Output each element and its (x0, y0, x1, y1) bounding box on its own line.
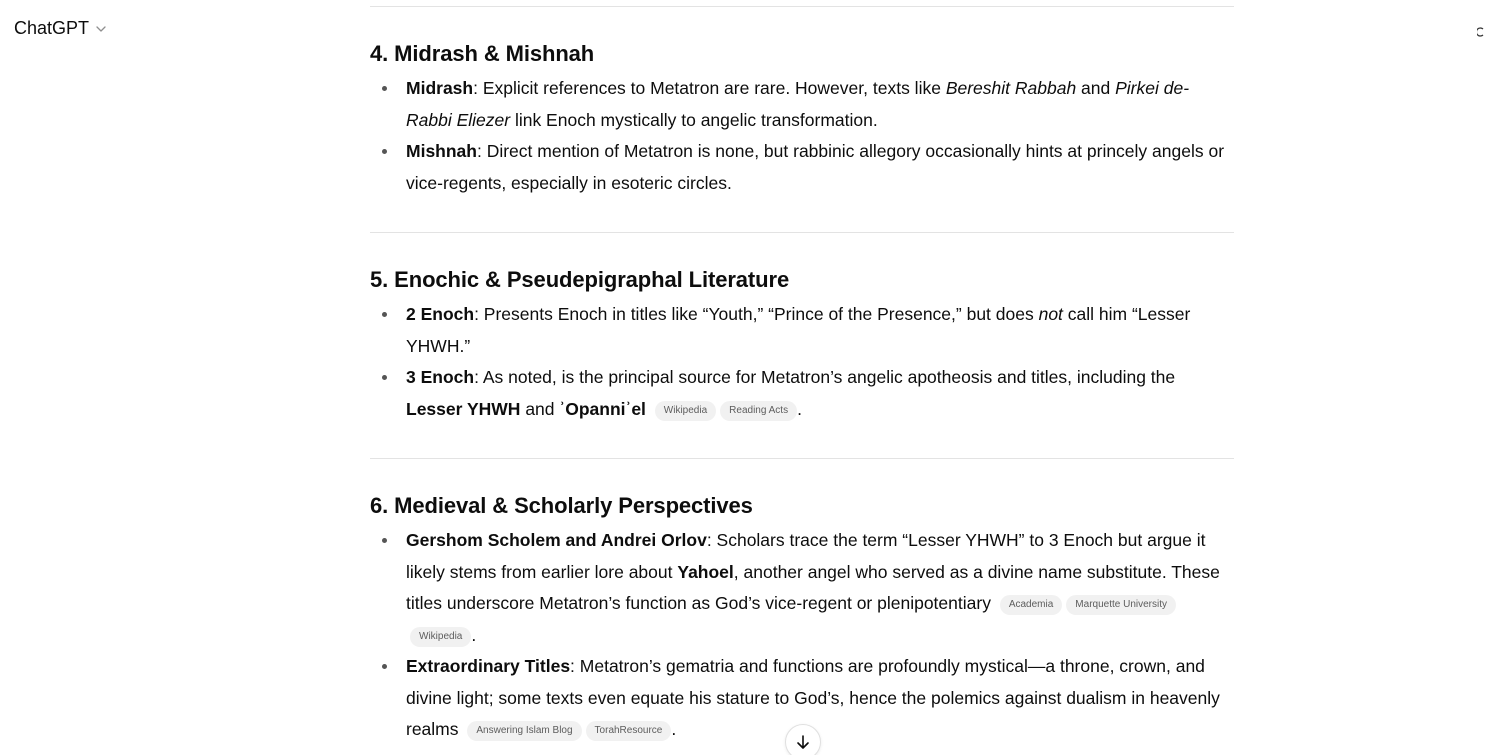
item-term: Yahoel (677, 561, 734, 582)
divider (370, 6, 1234, 7)
section-midrash-mishnah (370, 39, 1234, 199)
item-text: . (797, 398, 802, 419)
item-text: : Explicit references to Metatron are rare. However, texts like (473, 78, 946, 98)
item-text: link Enoch mystically to angelic transformation. (510, 109, 878, 130)
partial-icon[interactable] (1477, 26, 1485, 38)
list-item (370, 525, 1234, 651)
model-selector-button[interactable] (14, 18, 107, 39)
item-term: Gershom Scholem and Andrei Orlov (406, 530, 707, 550)
item-text: : Metatron’s gematria and functions are profoundly mystical—a throne, crown, and divine light; some texts even equate his stature to God’s, hence the polemics against dualism in heavenly realms (406, 656, 1220, 739)
item-term: ʾOpanniʾel (559, 398, 646, 419)
arrow-down-icon (794, 733, 812, 751)
item-text: : As noted, is the principal source for Metatron’s angelic apotheosis and titles, including the (474, 367, 1176, 387)
citation-pill[interactable]: Academia (1000, 595, 1062, 615)
item-term: Midrash (406, 78, 474, 98)
item-term: Mishnah (406, 141, 477, 161)
bullet-list (370, 525, 1234, 746)
item-text: : Direct mention of Metatron is none, but rabbinic allegory occasionally hints at princely angels or vice-regents, especially in esoteric circles. (406, 141, 1225, 193)
scroll-to-bottom-button[interactable] (785, 724, 821, 755)
section-heading: 4. Midrash & Mishnah (370, 41, 595, 66)
item-text: call him “Lesser YHWH.” (406, 304, 1191, 356)
list-item (370, 299, 1234, 362)
item-emphasis: Bereshit Rabbah (945, 78, 1077, 98)
citation-pill[interactable]: Marquette University (1066, 595, 1176, 615)
section-medieval-scholarly (370, 491, 1234, 746)
item-emphasis: Pirkei de-Rabbi Eliezer (406, 78, 1190, 130)
item-text: . (671, 719, 677, 739)
item-text: , another angel who served as a divine name substitute. These titles underscore Metatron’s function as God’s vice-regent or plenipotentiary (406, 561, 1220, 613)
bullet-list (370, 73, 1234, 199)
item-text: : Presents Enoch in titles like “Youth,” “Prince of the Presence,” but does (474, 304, 1039, 324)
item-term: 2 Enoch (406, 304, 475, 324)
section-heading: 6. Medieval & Scholarly Perspectives (370, 493, 753, 518)
citation-pill[interactable]: Wikipedia (410, 627, 471, 647)
section-heading: 5. Enochic & Pseudepigraphal Literature (370, 267, 790, 292)
chevron-down-icon (95, 23, 107, 35)
citation-pill[interactable]: Wikipedia (655, 401, 716, 421)
list-item (370, 362, 1234, 425)
bullet-list (370, 299, 1234, 425)
list-item (370, 73, 1234, 136)
item-term: Extraordinary Titles (406, 656, 571, 676)
citation-pill[interactable]: TorahResource (586, 721, 672, 741)
item-text: . (471, 624, 477, 645)
item-text: and (520, 398, 560, 419)
item-term: Lesser YHWH (406, 398, 521, 419)
divider (370, 232, 1234, 233)
citation-pill[interactable]: Answering Islam Blog (467, 721, 581, 741)
item-term: 3 Enoch (406, 367, 475, 387)
list-item (370, 136, 1234, 199)
item-emphasis: not (1038, 304, 1063, 324)
model-name: ChatGPT (14, 18, 90, 38)
item-text: and (1076, 78, 1116, 98)
divider (370, 458, 1234, 459)
citation-pill[interactable]: Reading Acts (720, 401, 797, 421)
item-text: : Scholars trace the term “Lesser YHWH” to 3 Enoch but argue it likely stems from earlier lore about (406, 530, 1206, 582)
section-enochic-literature (370, 265, 1234, 425)
